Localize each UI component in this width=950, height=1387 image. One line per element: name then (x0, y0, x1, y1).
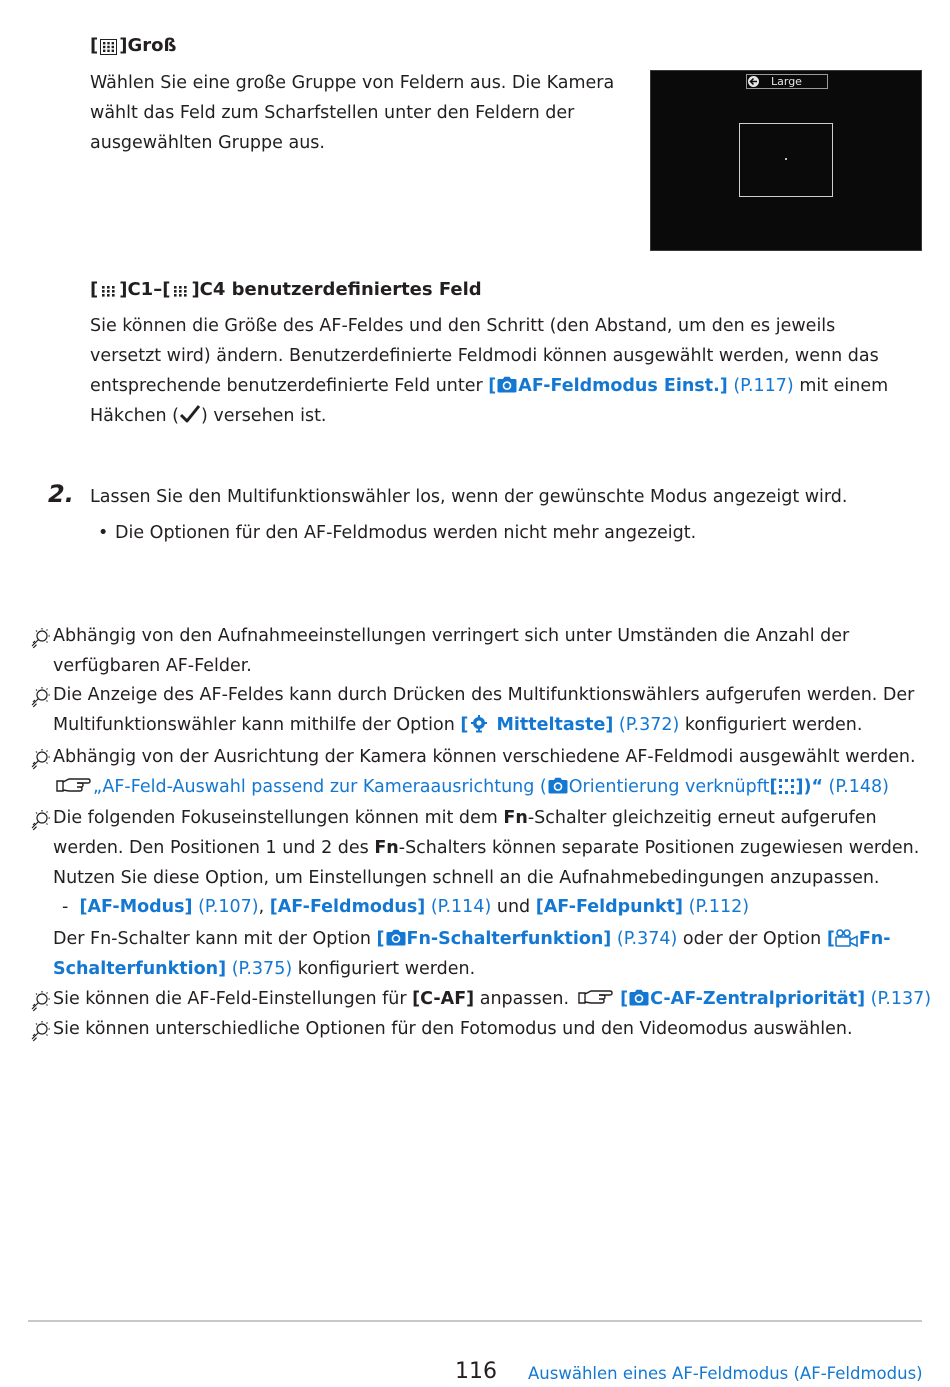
af-modus-link[interactable]: [AF-Modus] (79, 897, 193, 917)
checkmark-icon (179, 404, 201, 424)
camera-icon (497, 373, 517, 390)
af-target-frame (739, 123, 833, 197)
tip-1: Abhängig von den Aufnahmeeinstellungen verringert sich unter Umständen die Anzahl der verfügbaren AF-Felder. (53, 626, 850, 676)
tip-icon (30, 809, 50, 831)
fn-schalterfunktion-video-link[interactable]: [ Fn- (826, 929, 891, 949)
af-points-icon (777, 775, 795, 793)
tip-icon (30, 627, 50, 649)
camera-icon (629, 986, 649, 1003)
tip-icon (30, 990, 50, 1012)
dial-arrow-icon (748, 76, 759, 87)
step-text: Lassen Sie den Multifunktionswähler los, wenn der gewünschte Modus angezeigt wird. (90, 487, 848, 507)
section-custom-title: [ ] C1– [ ] C4 benutzerdefiniertes Feld (90, 279, 482, 300)
gear-icon (468, 713, 490, 731)
tip-5: Sie können die AF-Feld-Einstellungen für [C-AF] anpassen. [ C-AF-Zentralpriorität] (P.137) (53, 984, 943, 1014)
footer-divider (28, 1320, 922, 1322)
c-af-zentralprioritaet-link[interactable]: [ C-AF-Zentralpriorität] (620, 989, 865, 1009)
page-ref-137[interactable]: (P.137) (870, 989, 932, 1009)
page-ref-372[interactable]: (P.372) (618, 715, 680, 735)
area-grid-small-icon (172, 282, 189, 298)
area-grid-icon (100, 38, 117, 54)
section-large-title: [ ] Groß (90, 35, 177, 56)
page-number: 116 (455, 1359, 497, 1384)
tip-4-sublist: - [AF-Modus] (P.107), [AF-Feldmodus] (P.114) und [AF-Feldpunkt] (P.112) (62, 897, 750, 917)
footer-chapter-link[interactable]: Auswählen eines AF-Feldmodus (AF-Feldmodus) (528, 1364, 923, 1383)
area-grid-small-icon (100, 282, 117, 298)
tip-6: Sie können unterschiedliche Optionen für den Fotomodus und den Videomodus auswählen. (53, 1019, 853, 1039)
section-large-text: Wählen Sie eine große Gruppe von Feldern aus. Die Kamera wählt das Feld zum Scharfstellen unter den Feldern der ausgewählten Gruppe aus. (90, 73, 615, 153)
af-feldpunkt-link[interactable]: [AF-Feldpunkt] (535, 897, 684, 917)
section-custom-text: Sie können die Größe des AF-Feldes und den Schritt (den Abstand, um den es jeweils versetzt wird) ändern. Benutzerdefinierte Feldmodi können ausgewählt werden, wenn das entsprechende benutzerdefinierte Feld unter [ AF-Feldmodus Einst.] (P.117) mit einem Häkchen ( ) versehen ist. (90, 316, 889, 426)
step-number: 2. (48, 480, 74, 508)
page-ref-112[interactable]: (P.112) (688, 897, 750, 917)
camera-icon (548, 774, 568, 791)
page-ref-114[interactable]: (P.114) (430, 897, 492, 917)
camera-icon (386, 926, 406, 943)
camera-screen-image (650, 70, 922, 251)
tip-icon (30, 686, 50, 708)
step-bullet: • (98, 523, 109, 543)
orientation-ref-link[interactable]: „AF-Feld-Auswahl passend zur Kameraausrichtung ( Orientierung verknüpft[ ])“ (P.148) (93, 777, 889, 797)
mitteltaste-link[interactable]: [ Mitteltaste] (460, 715, 614, 735)
af-feldmodus-link[interactable]: [AF-Feldmodus] (269, 897, 426, 917)
page-ref-107[interactable]: (P.107) (198, 897, 259, 917)
af-center-dot (785, 158, 787, 160)
fn-schalterfunktion-video-link-cont[interactable]: Schalterfunktion] (53, 959, 227, 979)
tip-icon (30, 748, 50, 770)
page-ref-375[interactable]: (P.375) (231, 959, 293, 979)
screen-mode-label: Large (746, 74, 828, 89)
reference-hand-icon (55, 774, 91, 792)
tip-icon (30, 1020, 50, 1042)
page-ref-148: (P.148) (828, 777, 889, 797)
video-camera-icon (835, 927, 859, 945)
tip-3: Abhängig von der Ausrichtung der Kamera können verschiedene AF-Feldmodi ausgewählt werden. „AF-Feld-Auswahl passend zur Kameraausrichtung ( Orientierung verknüpft[ ])“ (P.148) (53, 747, 916, 797)
fn-schalterfunktion-photo-link[interactable]: [ Fn-Schalterfunktion] (377, 929, 612, 949)
step-bullet-text: Die Optionen für den AF-Feldmodus werden nicht mehr angezeigt. (115, 523, 697, 543)
reference-hand-icon (577, 986, 613, 1004)
page-ref-117[interactable]: (P.117) (733, 376, 794, 396)
tip-2: Die Anzeige des AF-Feldes kann durch Drücken des Multifunktionswählers aufgerufen werden. Der Multifunktionswähler kann mithilfe der Option [ Mitteltaste] (P.372) konfiguriert werden. (53, 685, 915, 735)
tip-4-continued: Der Fn-Schalter kann mit der Option [ Fn-Schalterfunktion] (P.374) oder der Option [ Fn- Schalterfunktion] (P.375) konfiguriert werden. (53, 924, 933, 984)
tip-4: Die folgenden Fokuseinstellungen können mit dem Fn-Schalter gleichzeitig erneut aufgerufen werden. Den Positionen 1 und 2 des Fn-Schalters können separate Positionen zugewiesen werden. Nutzen Sie diese Option, um Einstellungen schnell an die Aufnahmebedingungen anzupassen. (53, 808, 920, 888)
af-feldmodus-einst-link[interactable]: [ AF-Feldmodus Einst.] (488, 376, 727, 396)
page-ref-374[interactable]: (P.374) (616, 929, 678, 949)
